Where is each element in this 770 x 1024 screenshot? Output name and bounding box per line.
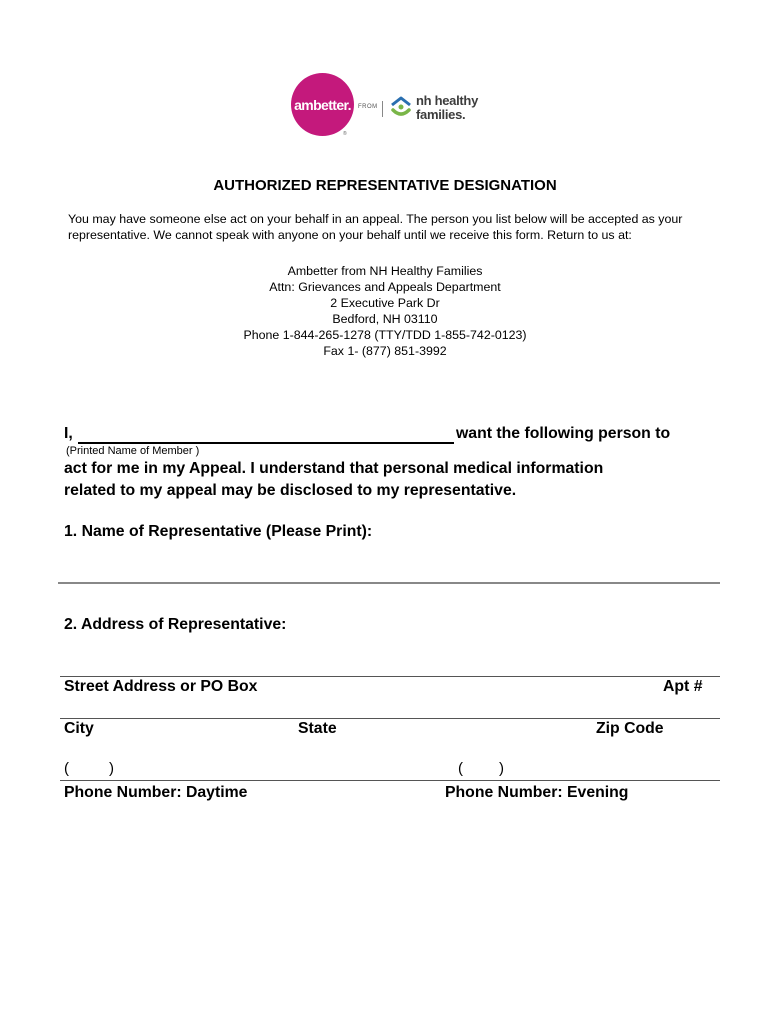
- trademark-mark: ®: [343, 131, 347, 137]
- address-line: Ambetter from NH Healthy Families: [287, 264, 483, 278]
- statement-suffix: want the following person to: [456, 425, 671, 442]
- phone-number-field[interactable]: [60, 780, 720, 781]
- address-line: Bedford, NH 03110: [332, 312, 438, 326]
- evening-area-code-close: ): [499, 760, 504, 777]
- form-title: AUTHORIZED REPRESENTATIVE DESIGNATION: [213, 177, 557, 194]
- daytime-area-code-open: (: [64, 760, 69, 777]
- daytime-area-code-close: ): [109, 760, 114, 777]
- section-2-heading: 2. Address of Representative:: [64, 616, 287, 633]
- zip-code-label: Zip Code: [596, 720, 664, 737]
- partner-name-line1: nh healthy: [416, 93, 479, 108]
- statement-line-2: act for me in my Appeal. I understand that personal medical information: [64, 460, 604, 477]
- address-line: 2 Executive Park Dr: [330, 296, 440, 310]
- member-name-caption: (Printed Name of Member ): [66, 445, 200, 457]
- street-address-label: Street Address or PO Box: [64, 678, 258, 695]
- state-label: State: [298, 720, 337, 737]
- section-1-heading: 1. Name of Representative (Please Print):: [64, 523, 373, 540]
- statement-prefix: I,: [64, 425, 73, 442]
- ambetter-wordmark: ambetter.: [294, 96, 351, 113]
- city-label: City: [64, 720, 94, 737]
- statement-line-3: related to my appeal may be disclosed to my representative.: [64, 482, 517, 499]
- city-state-zip-field[interactable]: [60, 718, 720, 719]
- logo-divider: [382, 101, 383, 117]
- address-line: Fax 1- (877) 851-3992: [323, 344, 447, 358]
- address-line: Phone 1-844-265-1278 (TTY/TDD 1-855-742-0123): [243, 328, 527, 342]
- intro-paragraph: You may have someone else act on your behalf in an appeal. The person you list below will be accepted as your representative. We cannot speak with anyone on your behalf until we receive this form. Return to us at:: [68, 212, 683, 242]
- representative-name-field[interactable]: [58, 582, 720, 584]
- ambetter-logo: [291, 73, 354, 136]
- partner-name-line2: families.: [416, 107, 466, 122]
- street-address-field[interactable]: [60, 676, 720, 677]
- logo-from-text: FROM: [358, 104, 378, 110]
- apt-label: Apt #: [663, 678, 703, 695]
- phone-daytime-label: Phone Number: Daytime: [64, 784, 248, 801]
- nh-healthy-families-icon: [389, 96, 413, 122]
- member-name-field[interactable]: [78, 442, 454, 444]
- address-line: Attn: Grievances and Appeals Department: [269, 280, 501, 294]
- phone-evening-label: Phone Number: Evening: [445, 784, 629, 801]
- return-address: [0, 263, 770, 359]
- evening-area-code-open: (: [458, 760, 463, 777]
